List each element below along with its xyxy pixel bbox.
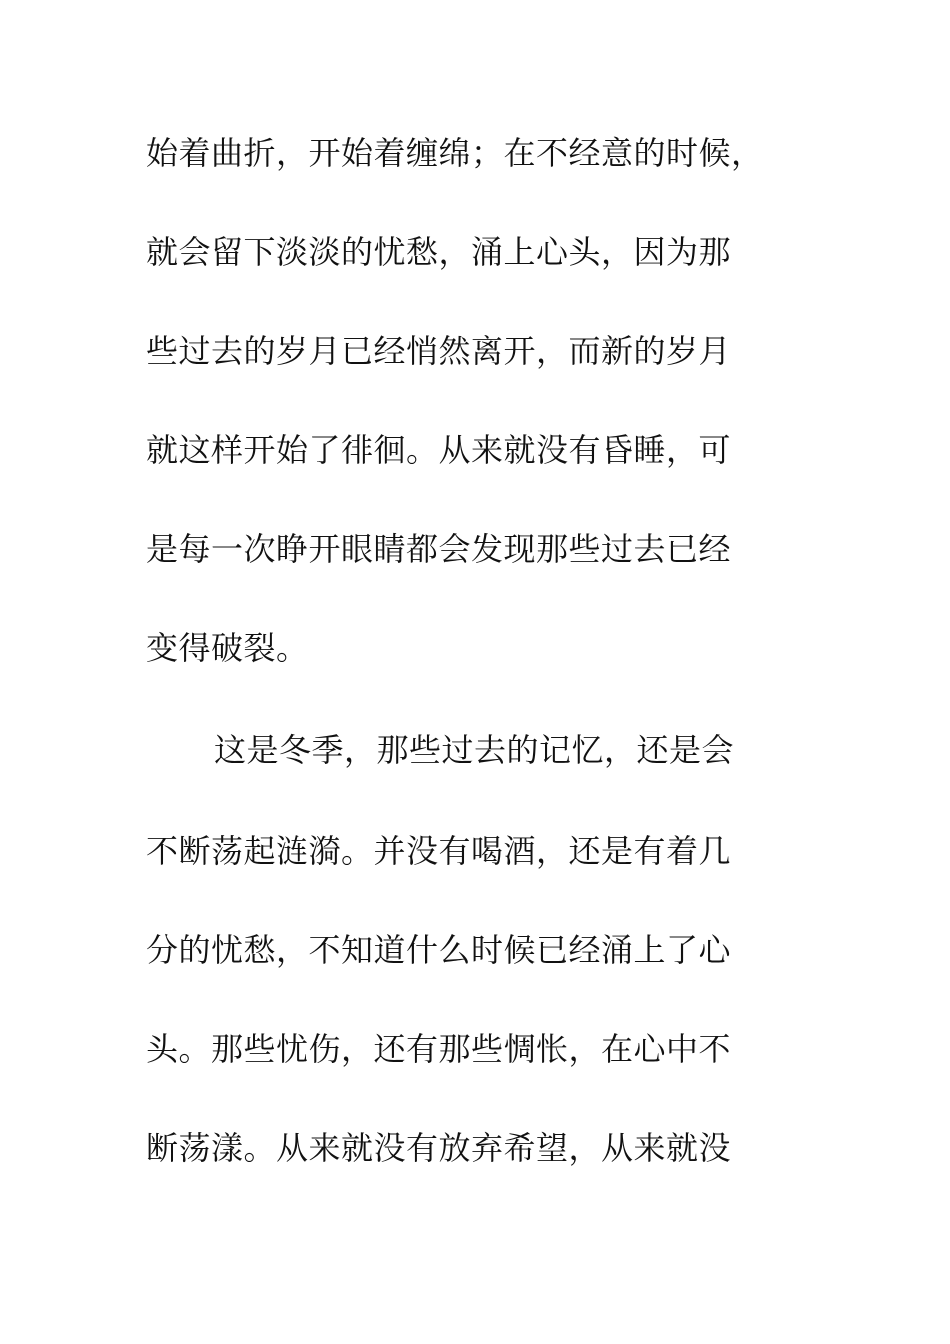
text-line: 就这样开始了徘徊。从来就没有昏睡，可 [146, 431, 732, 469]
text-line: 断荡漾。从来就没有放弃希望，从来就没 [146, 1129, 732, 1167]
paragraph-first-line: 这是冬季，那些过去的记忆，还是会 [214, 731, 735, 769]
text-line: 变得破裂。 [146, 629, 309, 667]
text-line: 头。那些忧伤，还有那些惆怅，在心中不 [146, 1030, 732, 1068]
text-line: 是每一次睁开眼睛都会发现那些过去已经 [146, 530, 732, 568]
text-line: 分的忧愁，不知道什么时候已经涌上了心 [146, 931, 732, 969]
text-line: 始着曲折，开始着缠绵；在不经意的时候， [146, 134, 764, 172]
text-line: 不断荡起涟漪。并没有喝酒，还是有着几 [146, 832, 732, 870]
text-line: 些过去的岁月已经悄然离开，而新的岁月 [146, 332, 732, 370]
text-line: 就会留下淡淡的忧愁，涌上心头，因为那 [146, 233, 732, 271]
